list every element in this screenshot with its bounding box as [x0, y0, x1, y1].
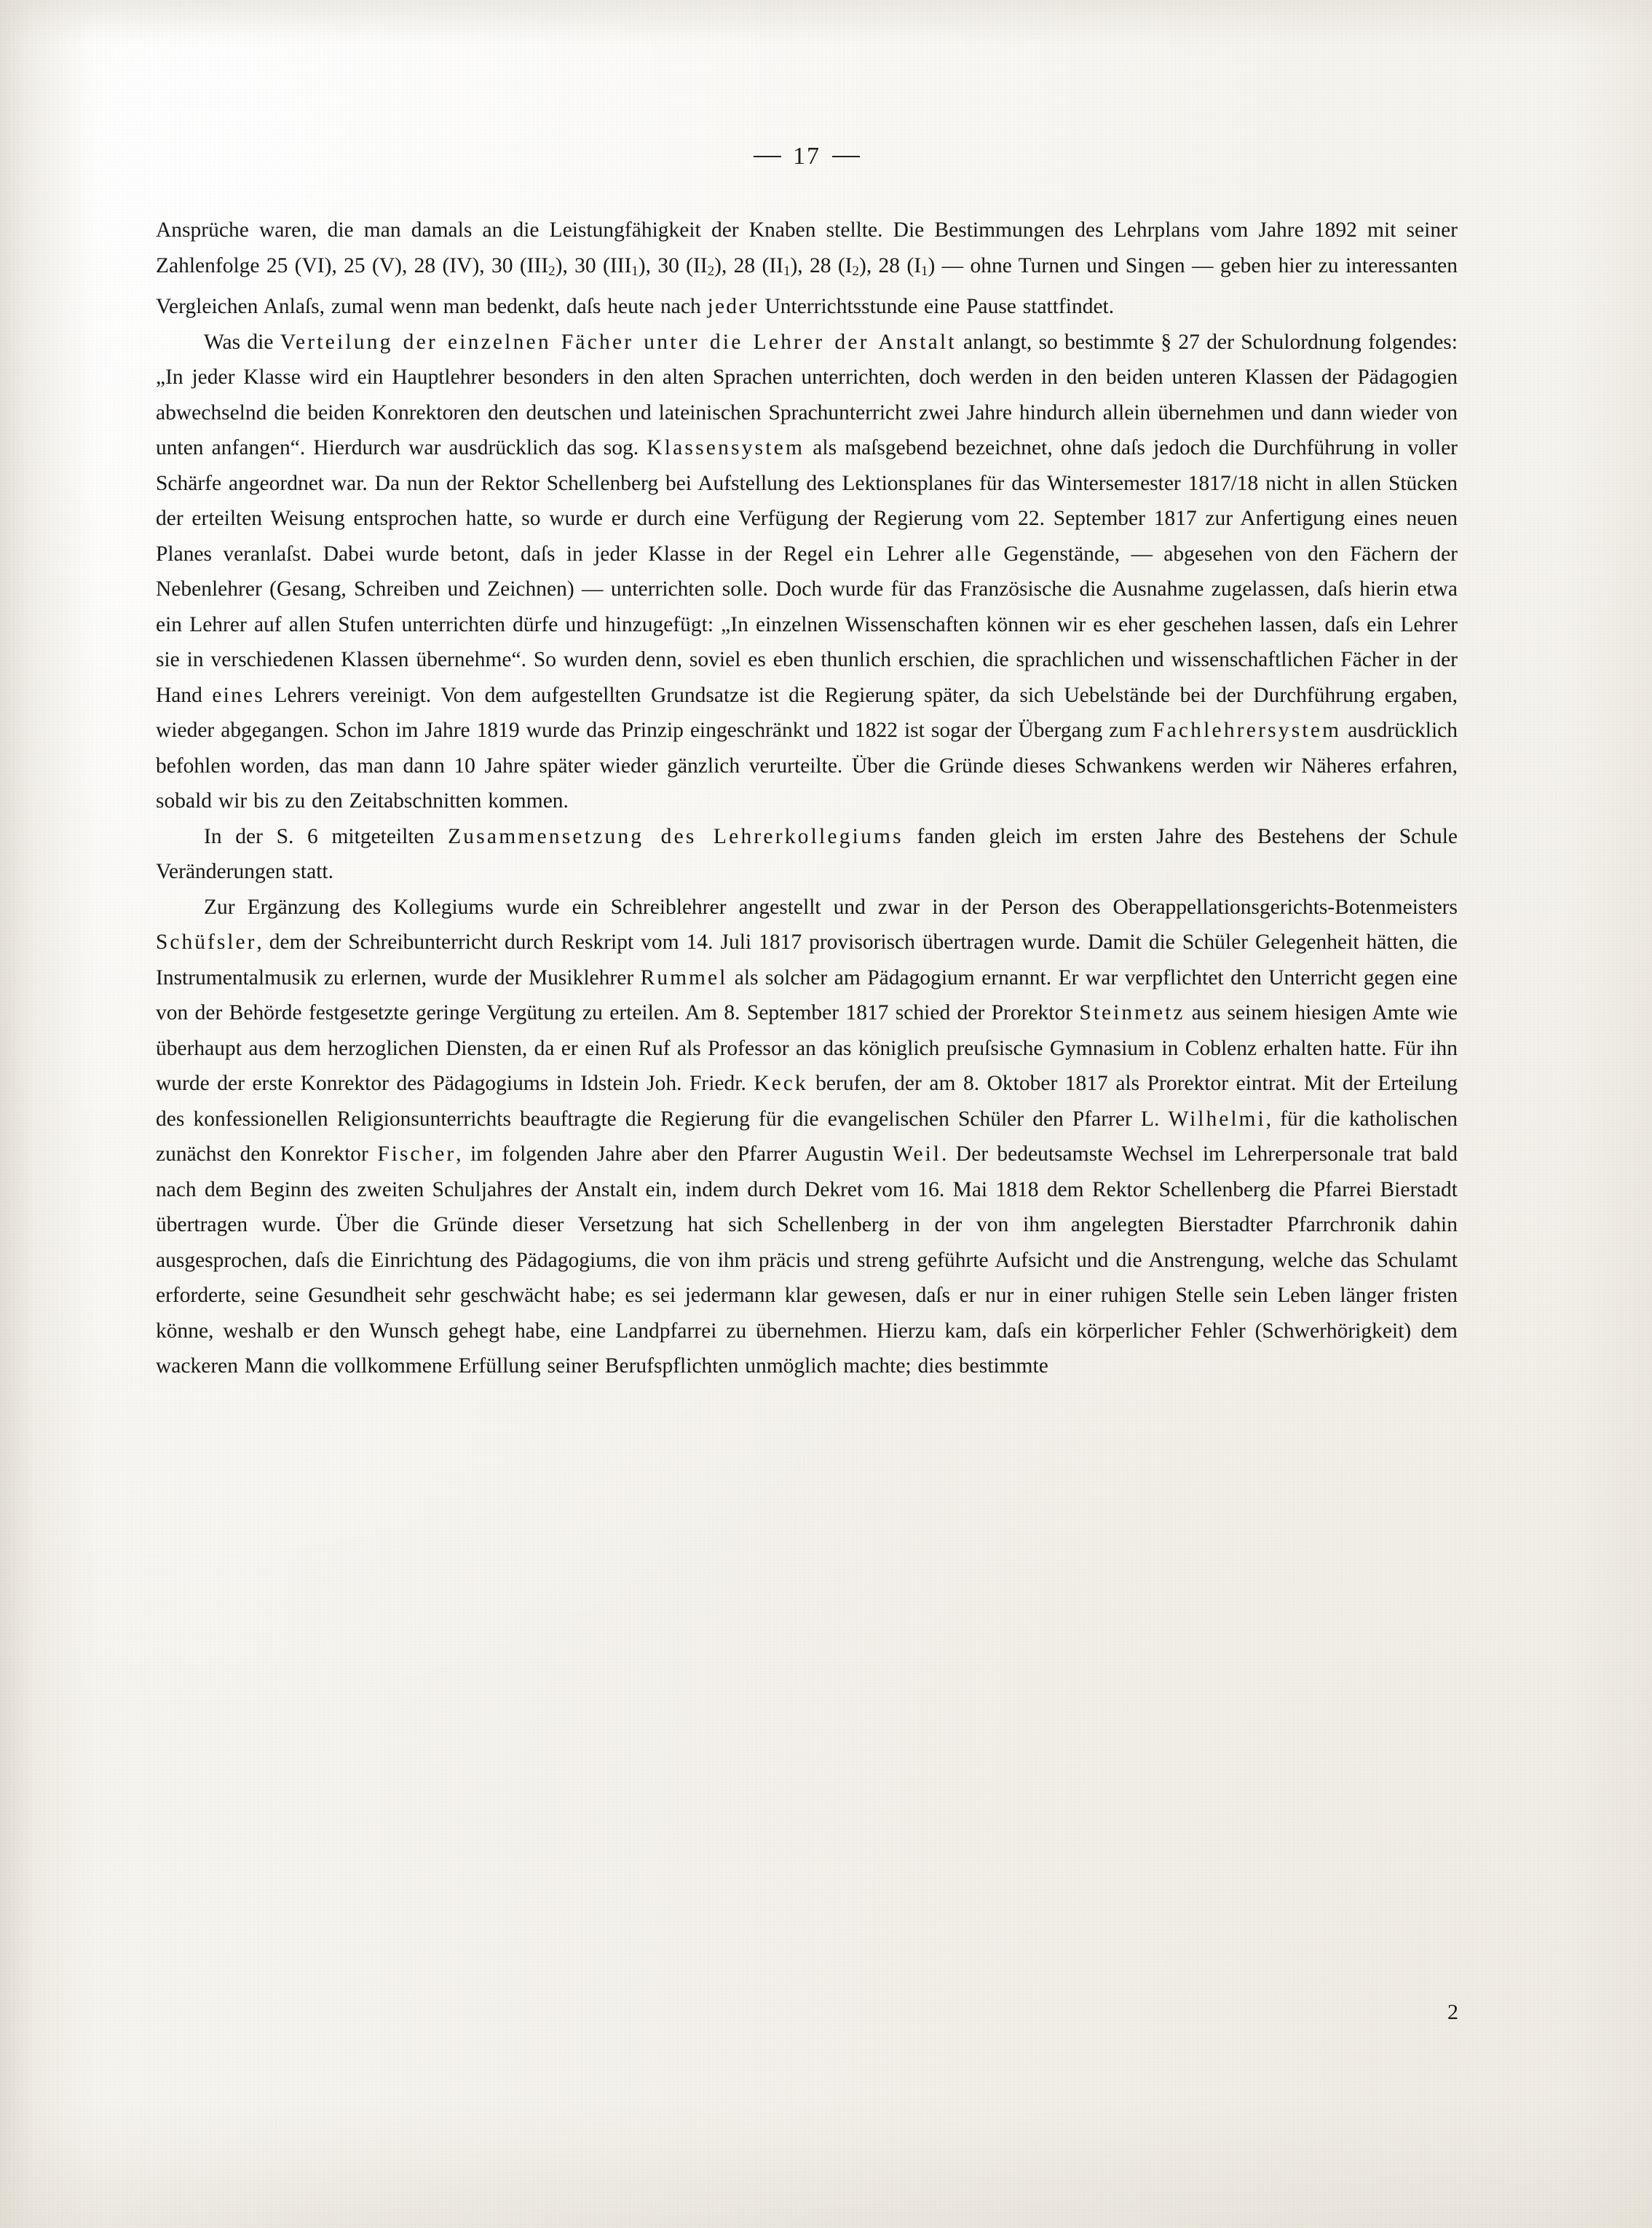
folio-rule-left: [754, 156, 781, 157]
page-header-folio: [156, 143, 1458, 170]
folio-number: 17: [793, 143, 821, 170]
signature-mark: 2: [1447, 2000, 1458, 2024]
page-edge-shadow-bottom: [0, 2104, 1652, 2228]
body-paragraph-3: In der S. 6 mitgeteilten Zusammensetzung des Lehrerkollegiums fanden gleich im ersten Jahre des Bestehens der Schule Veränderungen statt.: [156, 824, 1458, 883]
body-paragraph-2: Was die Verteilung der einzelnen Fächer unter die Lehrer der Anstalt anlangt, so bestimmte § 27 der Schulordnung folgendes: „In jeder Klasse wird ein Hauptlehrer besonders in den alten Sprachen unterrichten, doch werden in den beiden unteren Klassen der Pädagogien abwechselnd die beiden Konrektoren den deutschen und lateinischen Sprachunterricht zwei Jahre hindurch allein übernehmen und dann wieder von unten anfangen“. Hierdurch war ausdrücklich das sog. Klassensystem als maſsgebend bezeichnet, ohne daſs jedoch die Durchführung in voller Schärfe angeordnet war. Da nun der Rektor Schellenberg bei Aufstellung des Lektionsplanes für das Wintersemester 1817/18 nicht in allen Stücken der erteilten Weisung entsprochen hatte, so wurde er durch eine Verfügung der Regierung vom 22. September 1817 zur Anfertigung eines neuen Planes veranlaſst. Dabei wurde betont, daſs in jeder Klasse in der Regel ein Lehrer alle Gegenstände, — abgesehen von den Fächern der Nebenlehrer (Gesang, Schreiben und Zeichnen) — unterrichten solle. Doch wurde für das Französische die Ausnahme zugelassen, daſs hierin etwa ein Lehrer auf allen Stufen unterrichten dürfe und hinzugefügt: „In einzelnen Wissenschaften können wir es eher geschehen lassen, daſs ein Lehrer sie in verschiedenen Klassen übernehme“. So wurden denn, soviel es eben thunlich erschien, die sprachlichen und wissenschaftlichen Fächer in der Hand eines Lehrers vereinigt. Von dem aufgestellten Grundsatze ist die Regierung später, da sich Uebelstände bei der Durchführung ergaben, wieder abgegangen. Schon im Jahre 1819 wurde das Prinzip eingeschränkt und 1822 ist sogar der Übergang zum Fachlehrersystem ausdrücklich befohlen worden, das man dann 10 Jahre später wieder gänzlich verurteilte. Über die Gründe dieses Schwankens werden wir Näheres erfahren, sobald wir bis zu den Zeitabschnitten kommen.: [156, 330, 1458, 813]
page-content: [156, 143, 1458, 1384]
body-paragraph-1: Ansprüche waren, die man damals an die Leistungfähigkeit der Knaben stellte. Die Bestimmungen des Lehrplans vom Jahre 1892 mit seiner Zahlenfolge 25 (VI), 25 (V), 28 (IV), 30 $(III_2)$, 30 $(III_1)$, 30 $(II_2)$, 28 $(II_1)$, 28 $(I_2)$, 28 $(I_1)$ — ohne Turnen und Singen — geben hier zu interessanten Vergleichen Anlaſs, zumal wenn man bedenkt, daſs heute nach jeder Unterrichtsstunde eine Pause stattfindet.: [156, 218, 1458, 318]
folio-rule-right: [832, 156, 860, 157]
page-edge-shadow-top: [0, 0, 1652, 44]
body-paragraph-4: Zur Ergänzung des Kollegiums wurde ein Schreiblehrer angestellt und zwar in der Person des Oberappellationsgerichts-Botenmeisters Schüfsler, dem der Schreibunterricht durch Reskript vom 14. Juli 1817 provisorisch übertragen wurde. Damit die Schüler Gelegenheit hätten, die Instrumentalmusik zu erlernen, wurde der Musiklehrer Rummel als solcher am Pädagogium ernannt. Er war verpflichtet den Unterricht gegen eine von der Behörde festgesetzte geringe Vergütung zu erteilen. Am 8. September 1817 schied der Prorektor Steinmetz aus seinem hiesigen Amte wie überhaupt aus dem herzoglichen Diensten, da er einen Ruf als Professor an das königlich preuſsische Gymnasium in Coblenz erhalten hatte. Für ihn wurde der erste Konrektor des Pädagogiums in Idstein Joh. Friedr. Keck berufen, der am 8. Oktober 1817 als Prorektor eintrat. Mit der Erteilung des konfessionellen Religionsunterrichts beauftragte die Regierung für die evangelischen Schüler den Pfarrer L. Wilhelmi, für die katholischen zunächst den Konrektor Fischer, im folgenden Jahre aber den Pfarrer Augustin Weil. Der bedeutsamste Wechsel im Lehrerpersonale trat bald nach dem Beginn des zweiten Schuljahres der Anstalt ein, indem durch Dekret vom 16. Mai 1818 dem Rektor Schellenberg die Pfarrei Bierstadt übertragen wurde. Über die Gründe dieser Versetzung hat sich Schellenberg in der von ihm angelegten Bierstadter Pfarrchronik dahin ausgesprochen, daſs die Einrichtung des Pädagogiums, die von ihm präcis und streng geführte Aufsicht und die Anstrengung, welche das Schulamt erforderte, seine Gesundheit sehr geschwächt habe; es sei jedermann klar gewesen, daſs er nur in einer ruhigen Stelle sein Leben länger fristen könne, weshalb er den Wunsch gehegt habe, eine Landpfarrei zu übernehmen. Hierzu kam, daſs ein körperlicher Fehler (Schwerhörigkeit) dem wackeren Mann die vollkommene Erfüllung seiner Berufspflichten unmöglich machte; dies bestimmte: [156, 895, 1458, 1378]
page-edge-shadow-right: [1565, 0, 1652, 2228]
page-edge-shadow-left: [0, 0, 95, 2228]
